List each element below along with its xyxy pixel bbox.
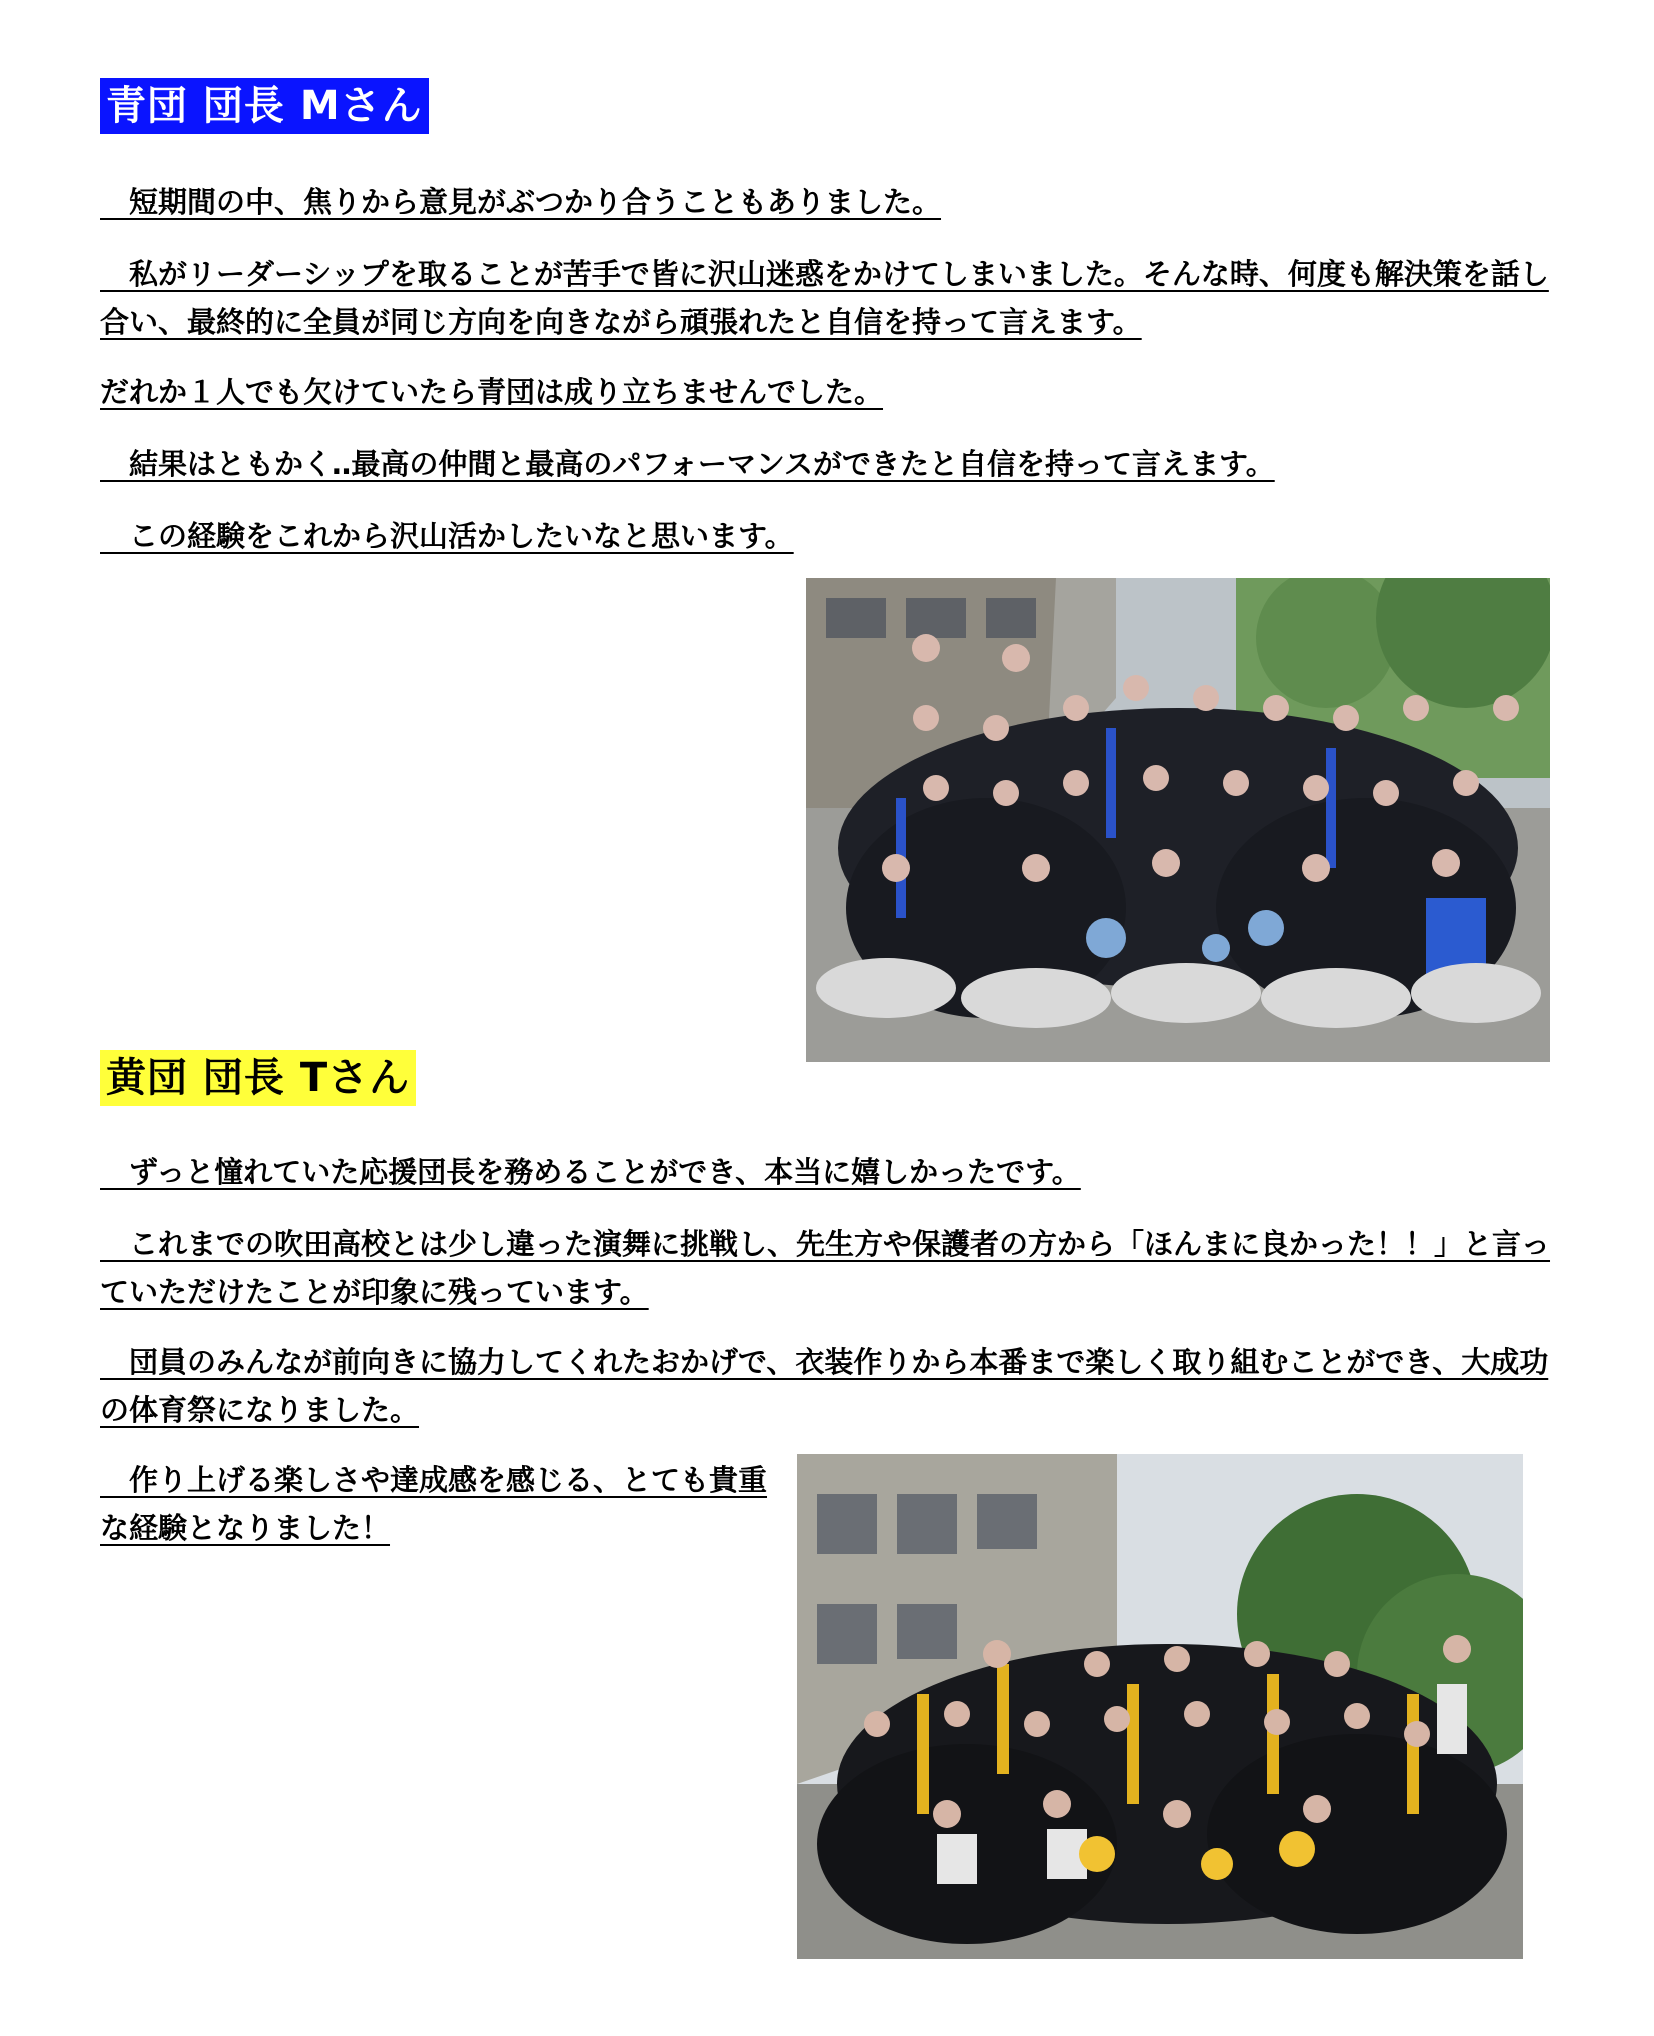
blue-team-heading: 青団 団長 Mさん [100, 78, 429, 134]
blue-paragraph-2: 私がリーダーシップを取ることが苦手で皆に沢山迷惑をかけてしまいました。そんな時、何度も解決策を話し合い、最終的に全員が同じ方向を向きながら頑張れたと自信を持って言えます。 [100, 257, 1549, 339]
blue-paragraph-1: 短期間の中、焦りから意見がぶつかり合うこともありました。 [100, 185, 942, 219]
blue-paragraph-3: だれか１人でも欠けていたら青団は成り立ちませんでした。 [100, 375, 884, 409]
yellow-paragraph-2: これまでの吹田高校とは少し違った演舞に挑戦し、先生方や保護者の方から「ほんまに良かった！！」と言っていただけたことが印象に残っています。 [100, 1227, 1551, 1309]
blue-paragraph-5: この経験をこれから沢山活かしたいなと思います。 [100, 519, 794, 553]
blue-paragraph-4: 結果はともかく‥最高の仲間と最高のパフォーマンスができたと自信を持って言えます。 [100, 447, 1275, 481]
yellow-paragraph-1: ずっと憧れていた応援団長を務めることができ、本当に嬉しかったです。 [100, 1155, 1081, 1189]
yellow-team-group-photo [797, 1454, 1523, 1959]
yellow-team-heading: 黄団 団長 Tさん [100, 1050, 416, 1106]
yellow-paragraph-4: 作り上げる楽しさや達成感を感じる、とても貴重な経験となりました！ [100, 1463, 768, 1545]
yellow-paragraph-3: 団員のみんなが前向きに協力してくれたおかげで、衣装作りから本番まで楽しく取り組むことができ、大成功の体育祭になりました。 [100, 1345, 1549, 1427]
blue-team-group-photo [806, 578, 1550, 1062]
